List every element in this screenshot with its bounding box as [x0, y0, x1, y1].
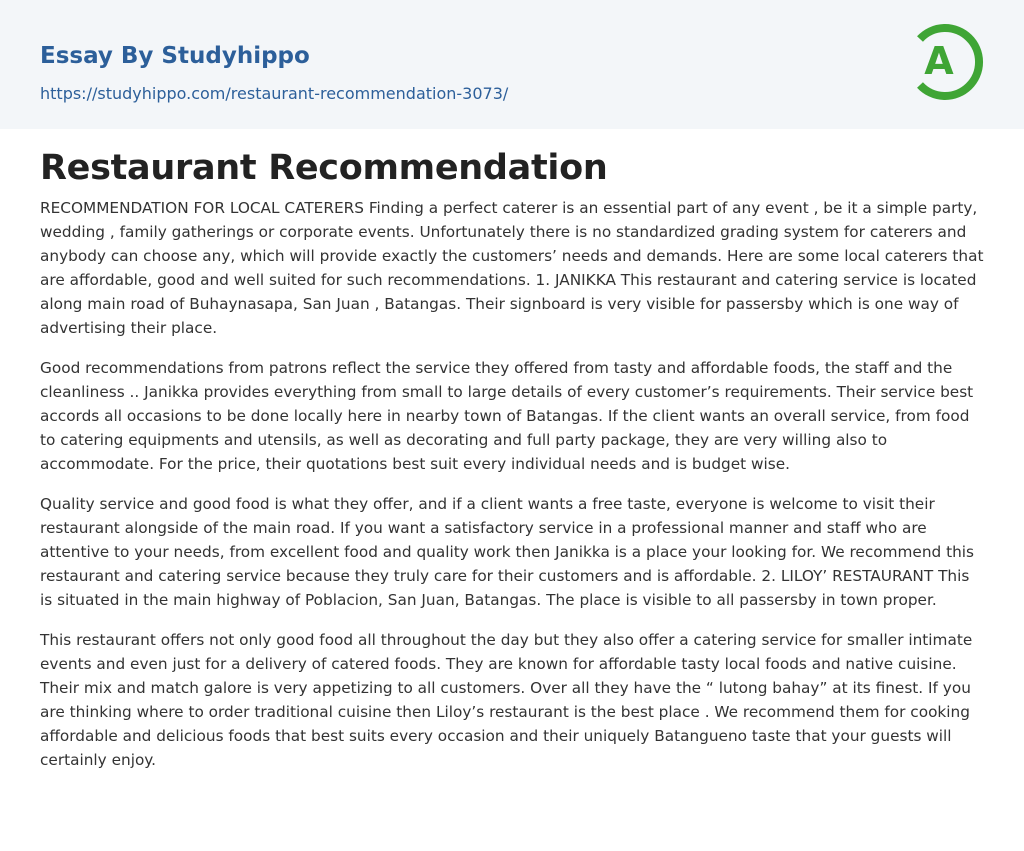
page-title: Restaurant Recommendation — [40, 148, 608, 188]
article-paragraph-2: Good recommendations from patrons reflect the service they offered from tasty and affordable foods, the staff and the cleanliness .. Janikka provides everything from small to large details of every customer’s requirements. Their service best accords all occasions to be done locally here in nearby town of Batangas. If the client wants an overall service, from food to catering equipments and utensils, as well as decorating and full party package, they are very willing also to accommodate. For the price, their quotations best suit every individual needs and is budget wise. — [40, 359, 974, 473]
studyhippo-logo-icon[interactable] — [908, 18, 988, 106]
article-paragraph-3: Quality service and good food is what they offer, and if a client wants a free taste, everyone is welcome to visit their restaurant alongside of the main road. If you want a satisfactory service in a professional manner and staff who are attentive to your needs, from excellent food and quality work then Janikka is a place your looking for. We recommend this restaurant and catering service because they truly care for their customers and is affordable. 2. LILOY’ RESTAURANT This is situated in the main highway of Poblacion, San Juan, Batangas. The place is visible to all passersby in town proper. — [40, 495, 975, 609]
article — [40, 146, 984, 788]
source-url-link[interactable]: https://studyhippo.com/restaurant-recommendation-3073/ — [40, 84, 509, 103]
brand-title: Essay By Studyhippo — [40, 43, 310, 69]
article-paragraph-4: This restaurant offers not only good food all throughout the day but they also offer a catering service for smaller intimate events and even just for a delivery of catered foods. They are known for affordable tasty local foods and native cuisine. Their mix and match galore is very appetizing to all customers. Over all they have the “ lutong bahay” at its finest. If you are thinking where to order traditional cuisine then Liloy’s restaurant is the best place . We recommend them for cooking affordable and delicious foods that best suits every occasion and their uniquely Batangueno taste that your guests will certainly enjoy. — [40, 631, 973, 769]
article-paragraph-1: RECOMMENDATION FOR LOCAL CATERERS Finding a perfect caterer is an essential part of any event , be it a simple party, wedding , family gatherings or corporate events. Unfortunately there is no standardized grading system for caterers and anybody can choose any, which will provide exactly the customers’ needs and demands. Here are some local caterers that are affordable, good and well suited for such recommendations. 1. JANIKKA This restaurant and catering service is located along main road of Buhaynasapa, San Juan , Batangas. Their signboard is very visible for passersby which is one way of advertising their place. — [40, 199, 984, 337]
logo-letter: A — [924, 39, 954, 83]
site-header — [0, 0, 1024, 129]
